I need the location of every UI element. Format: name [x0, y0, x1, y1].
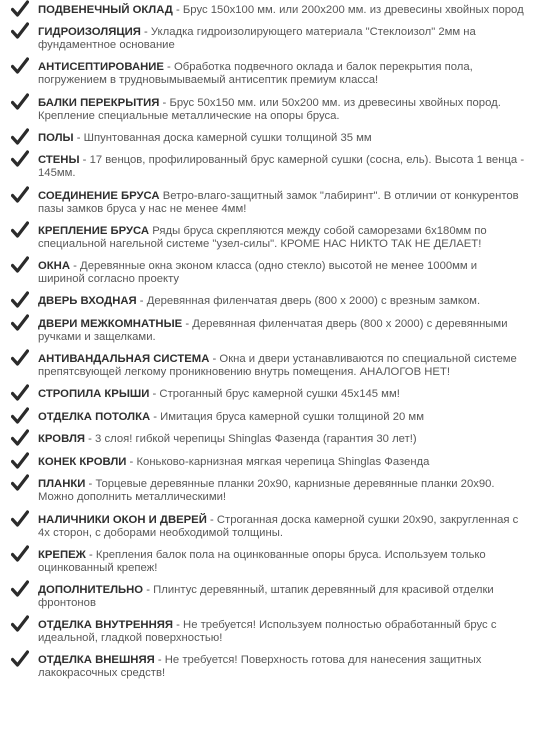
list-item: КРЕПЕЖ - Крепления балок пола на оцинкованные опоры бруса. Используем только оцинкованный крепеж!: [0, 549, 535, 575]
item-description: 3 слоя! гибкой черепицы Shinglas Фазенда (гарантия 30 лет!): [95, 433, 417, 446]
list-item: КРОВЛЯ - 3 слоя! гибкой черепицы Shinglas Фазенда (гарантия 30 лет!): [0, 433, 535, 446]
list-item: [0, 225, 535, 251]
checkmark-icon: [11, 314, 29, 332]
checkmark-icon: [11, 650, 29, 668]
item-description: Имитация бруса камерной сушки толщиной 20 мм: [160, 410, 424, 423]
item-description: Укладка гидроизолирующего материала "Стеклоизол" 2мм на фундаментное основание: [38, 26, 476, 52]
list-item: [0, 190, 535, 216]
checkmark-icon: [11, 128, 29, 146]
list-item: ПЛАНКИ - Торцевые деревянные планки 20х90, карнизные деревянные планки 20х90. Можно дополнить металлическими!: [0, 478, 535, 504]
checkmark-icon: [11, 0, 29, 18]
item-title: КРОВЛЯ: [38, 433, 85, 446]
item-description: Торцевые деревянные планки 20х90, карнизные деревянные планки 20х90. Можно дополнить металлическими!: [38, 478, 495, 504]
item-title: КОНЕК КРОВЛИ: [38, 455, 127, 468]
list-item: СТРОПИЛА КРЫШИ - Строганный брус камерной сушки 45х145 мм!: [0, 388, 535, 401]
checkmark-icon: [11, 452, 29, 470]
item-title: СОЕДИНЕНИЕ БРУСА: [38, 189, 160, 202]
item-description: Окна и двери устанавливаются по специальной системе препятсвующей легкому проникновению внутрь помещения. АНАЛОГОВ НЕТ!: [38, 352, 517, 378]
item-description: Брус 150х100 мм. или 200х200 мм. из древесины хвойных пород: [182, 4, 524, 16]
item-description: Не требуется! Используем полностью обработанный брус с идеальной, гладкой поверхностью!: [38, 619, 497, 645]
item-description: Коньково-карнизная мягкая черепица Shinglas Фазенда: [136, 455, 430, 468]
list-item: ДВЕРЬ ВХОДНАЯ - Деревянная филенчатая дверь (800 х 2000) с врезным замком.: [0, 295, 535, 308]
list-item: БАЛКИ ПЕРЕКРЫТИЯ - Брус 50х150 мм. или 50х200 мм. из древесины хвойных пород. Крепление специальные металлические на опоры бруса.: [0, 97, 535, 123]
item-title: ОТДЕЛКА ПОТОЛКА: [38, 410, 151, 423]
item-description: Строганный брус камерной сушки 45х145 мм!: [159, 388, 400, 401]
checkmark-icon: [11, 22, 29, 40]
item-title: АНТИСЕПТИРОВАНИЕ: [38, 61, 164, 74]
checkmark-icon: [11, 545, 29, 563]
item-title: ДВЕРЬ ВХОДНАЯ: [38, 295, 137, 308]
list-item: СТЕНЫ - 17 венцов, профилированный брус камерной сушки (сосна, ель). Высота 1 венца - 145мм.: [0, 154, 535, 180]
item-title: КРЕПЕЖ: [38, 548, 86, 561]
list-item: ОТДЕЛКА ВНЕШНЯЯ - Не требуется! Поверхность готова для нанесения защитных лакокрасочных средств!: [0, 654, 535, 680]
item-title: АНТИВАНДАЛЬНАЯ СИСТЕМА: [38, 352, 210, 365]
item-description: Деревянная филенчатая дверь (800 х 2000) с деревянными ручками и защелками.: [38, 317, 508, 343]
list-item: ОКНА - Деревянные окна эконом класса (одно стекло) высотой не менее 1000мм и шириной согласно проекту: [0, 260, 535, 286]
checkmark-icon: [11, 510, 29, 528]
checkmark-icon: [11, 186, 29, 204]
checkmark-icon: [11, 384, 29, 402]
list-item: НАЛИЧНИКИ ОКОН И ДВЕРЕЙ - Строганная доска камерной сушки 20х90, закругленная с 4х сторон, с доборами необходимой толщины.: [0, 514, 535, 540]
item-title: ПОДВЕНЕЧНЫЙ ОКЛАД: [38, 4, 173, 16]
list-item: АНТИСЕПТИРОВАНИЕ - Обработка подвечного оклада и балок перекрытия пола, погружением в трудновымываемый антисептик премиум класса!: [0, 61, 535, 87]
item-description: Не требуется! Поверхность готова для нанесения защитных лакокрасочных средств!: [38, 654, 482, 680]
checkmark-icon: [11, 93, 29, 111]
checkmark-icon: [11, 580, 29, 598]
item-description: Шпунтованная доска камерной сушки толщиной 35 мм: [83, 131, 372, 144]
item-title: ПОЛЫ: [38, 131, 74, 144]
list-item: ДВЕРИ МЕЖКОМНАТНЫЕ - Деревянная филенчатая дверь (800 х 2000) с деревянными ручками и защелками.: [0, 318, 535, 344]
item-description: Ряды бруса скрепляются между собой саморезами 6х180мм по специальной нагельной системе "узел-силы". КРОМЕ НАС НИКТО ТАК НЕ ДЕЛАЕТ!: [38, 224, 487, 250]
checkmark-icon: [11, 150, 29, 168]
item-title: ОКНА: [38, 259, 70, 272]
list-item: ДОПОЛНИТЕЛЬНО - Плинтус деревянный, штапик деревянный для красивой отделки фронтонов: [0, 584, 535, 610]
list-item: ОТДЕЛКА ВНУТРЕННЯЯ - Не требуется! Используем полностью обработанный брус с идеальной, гладкой поверхностью!: [0, 619, 535, 645]
checkmark-icon: [11, 256, 29, 274]
list-item: ПОЛЫ - Шпунтованная доска камерной сушки толщиной 35 мм: [0, 132, 535, 145]
item-title: ОТДЕЛКА ВНЕШНЯЯ: [38, 654, 155, 667]
checkmark-icon: [11, 407, 29, 425]
list-item: ОТДЕЛКА ПОТОЛКА - Имитация бруса камерной сушки толщиной 20 мм: [0, 411, 535, 424]
item-title: СТЕНЫ: [38, 154, 80, 167]
item-description: Деревянные окна эконом класса (одно стекло) высотой не менее 1000мм и шириной согласно проекту: [38, 259, 478, 285]
item-description: 17 венцов, профилированный брус камерной сушки (сосна, ель). Высота 1 венца - 145мм.: [38, 154, 525, 180]
checkmark-icon: [11, 474, 29, 492]
checkmark-icon: [11, 221, 29, 239]
item-title: ДОПОЛНИТЕЛЬНО: [38, 584, 144, 596]
checkmark-icon: [11, 429, 29, 447]
item-description: Плинтус деревянный, штапик деревянный для красивой отделки фронтонов: [38, 584, 494, 609]
list-item: ГИДРОИЗОЛЯЦИЯ - Укладка гидроизолирующего материала "Стеклоизол" 2мм на фундаментное основание: [0, 26, 535, 52]
item-title: ГИДРОИЗОЛЯЦИЯ: [38, 26, 141, 39]
list-item: КОНЕК КРОВЛИ - Коньково-карнизная мягкая черепица Shinglas Фазенда: [0, 456, 535, 469]
item-description: Деревянная филенчатая дверь (800 х 2000) с врезным замком.: [146, 295, 481, 308]
checkmark-icon: [11, 615, 29, 633]
item-description: Брус 50х150 мм. или 50х200 мм. из древесины хвойных пород. Крепление специальные металлические на опоры бруса.: [38, 96, 501, 122]
item-description: Строганная доска камерной сушки 20х90, закругленная с 4х сторон, с доборами необходимой толщины.: [38, 513, 519, 539]
item-title: КРЕПЛЕНИЕ БРУСА: [38, 224, 150, 237]
checkmark-icon: [11, 57, 29, 75]
checkmark-icon: [11, 349, 29, 367]
item-title: ПЛАНКИ: [38, 478, 86, 491]
item-title: ОТДЕЛКА ВНУТРЕННЯЯ: [38, 619, 173, 632]
item-description: Обработка подвечного оклада и балок перекрытия пола, погружением в трудновымываемый антисептик премиум класса!: [38, 61, 473, 87]
item-title: СТРОПИЛА КРЫШИ: [38, 388, 150, 401]
item-description: Ветро-влаго-защитный замок "лабиринт". В отличии от конкурентов пазы замков бруса у нас не менее 4мм!: [38, 189, 519, 215]
list-item: ПОДВЕНЕЧНЫЙ ОКЛАД - Брус 150х100 мм. или 200х200 мм. из древесины хвойных пород: [0, 4, 535, 17]
item-title: НАЛИЧНИКИ ОКОН И ДВЕРЕЙ: [38, 513, 207, 526]
checkmark-icon: [11, 291, 29, 309]
item-description: Крепления балок пола на оцинкованные опоры бруса. Используем только оцинкованный крепеж!: [38, 548, 486, 574]
list-item: АНТИВАНДАЛЬНАЯ СИСТЕМА - Окна и двери устанавливаются по специальной системе препятсвующей легкому проникновению внутрь помещения. АНАЛОГОВ НЕТ!: [0, 353, 535, 379]
item-title: БАЛКИ ПЕРЕКРЫТИЯ: [38, 96, 160, 109]
item-title: ДВЕРИ МЕЖКОМНАТНЫЕ: [38, 317, 183, 330]
